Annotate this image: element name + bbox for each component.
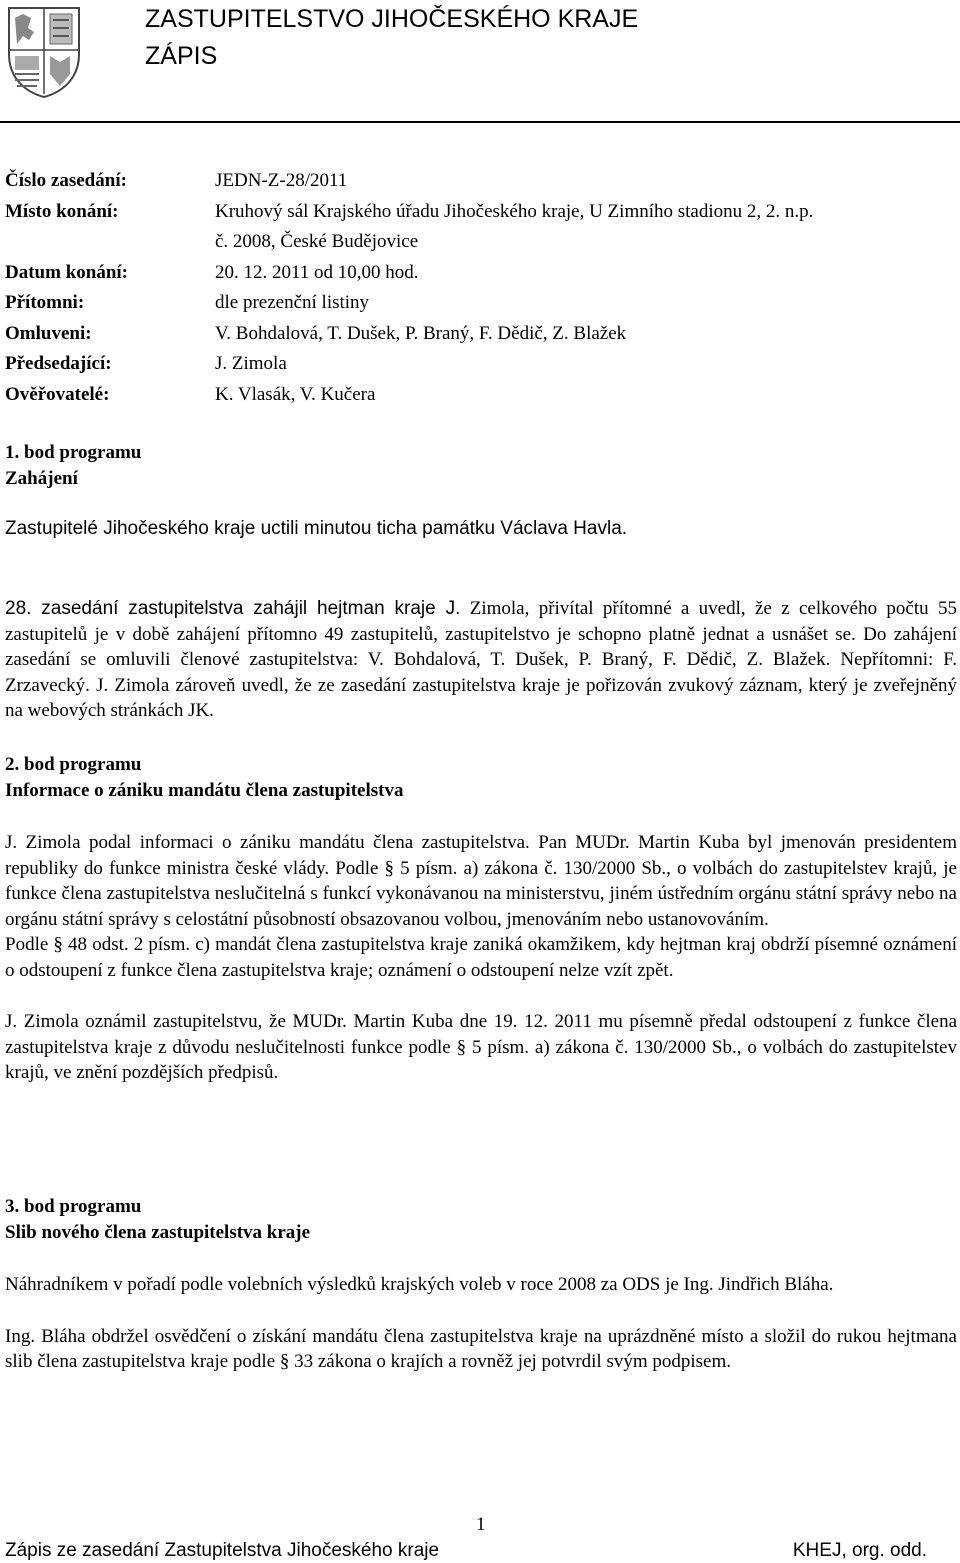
info-value: dle prezenční listiny bbox=[215, 292, 370, 313]
info-row bbox=[5, 166, 955, 197]
section-3-paragraph-1: Náhradníkem v pořadí podle volebních výsledků krajských voleb v roce 2008 za ODS je Ing. Jindřich Bláha. bbox=[5, 1274, 834, 1295]
info-label: Omluveni: bbox=[5, 322, 92, 344]
section-2-paragraph-3: J. Zimola oznámil zastupitelstvu, že MUDr. Martin Kuba dne 19. 12. 2011 mu písemně předal odstoupení z funkce člena zastupitelstva kraje z důvodu neslučitelnosti funkce podle § 5 písm. a) zákona č. 130/2000 Sb., o volbách do zastupitelstev krajů, ve znění pozdějších předpisů. bbox=[5, 1011, 957, 1083]
info-value: č. 2008, České Budějovice bbox=[215, 231, 419, 252]
paragraph-lead: 28. zasedání zastupitelstva zahájil hejtman kraje J. bbox=[5, 598, 461, 619]
section-number: 3. bod programu bbox=[5, 1196, 142, 1217]
section-2-paragraph-1: J. Zimola podal informaci o zániku mandátu člena zastupitelstva. Pan MUDr. Martin Kuba byl jmenován presidentem republiky do funkce ministra české vlády. Podle § 5 písm. a) zákona č. 130/2000 Sb., o volbách do zastupitelstev krajů, je funkce člena zastupitelstva neslučitelná s funkcí vykonávanou na ministerstvu, jiném ústředním orgánu státní správy nebo na orgánu státní správy s celostátní působností obsazovanou volbou, jmenováním nebo ustanovováním. bbox=[5, 832, 957, 930]
page-number: 1 bbox=[476, 1514, 486, 1535]
header-divider bbox=[0, 121, 960, 123]
section-number: 1. bod programu bbox=[5, 442, 142, 463]
meeting-info bbox=[5, 166, 955, 410]
info-label: Číslo zasedání: bbox=[5, 170, 127, 191]
info-label: Ověřovatelé: bbox=[5, 383, 110, 405]
document-type: ZÁPIS bbox=[145, 42, 218, 70]
section-number: 2. bod programu bbox=[5, 754, 142, 775]
page-footer bbox=[5, 1538, 955, 1563]
section-2-heading bbox=[5, 752, 957, 803]
info-label: Datum konání: bbox=[5, 261, 128, 283]
section-1-body bbox=[5, 596, 957, 724]
section-3-heading bbox=[5, 1194, 957, 1245]
info-label: Přítomni: bbox=[5, 292, 85, 313]
section-1-paragraph bbox=[5, 596, 957, 724]
info-value: Kruhový sál Krajského úřadu Jihočeského kraje, U Zimního stadionu 2, 2. n.p. bbox=[215, 200, 814, 222]
info-value: JEDN-Z-28/2011 bbox=[215, 170, 348, 191]
info-row bbox=[5, 258, 955, 289]
section-3-paragraph-2: Ing. Bláha obdržel osvědčení o získání mandátu člena zastupitelstva kraje na uprázdněné místo a složil do rukou hejtmana slib člena zastupitelstva kraje podle § 33 zákona o krajích a rovněž jej potvrdil svým podpisem. bbox=[5, 1325, 957, 1372]
paragraph-text: Zimola, přivítal přítomné a uvedl, že z celkového počtu 55 zastupitelů je v době zahájení přítomno 49 zastupitelů, zastupitelstvo je schopno platně jednat a usnášet se. Do zahájení zasedání se omluvili členové zastupitelstva: V. Bohdalová, T. Dušek, P. Braný, F. Dědič, Z. Blažek. Nepřítomni: F. Zrzavecký. J. Zimola zároveň uvedl, že ze zasedání zastupitelstva kraje je pořizován zvukový záznam, který je zveřejněný na webových stránkách JK. bbox=[5, 598, 957, 721]
section-3-body bbox=[5, 1272, 957, 1375]
info-row bbox=[5, 319, 955, 350]
footer-left-text: Zápis ze zasedání Zastupitelstva Jihočeského kraje bbox=[5, 1540, 440, 1561]
intro-text: Zastupitelé Jihočeského kraje uctili minutou ticha památku Václava Havla. bbox=[5, 518, 628, 539]
info-row bbox=[5, 349, 955, 380]
section-1-intro bbox=[5, 516, 957, 542]
info-row bbox=[5, 380, 955, 411]
council-title: ZASTUPITELSTVO JIHOČESKÉHO KRAJE bbox=[145, 5, 639, 33]
info-label: Místo konání: bbox=[5, 200, 119, 222]
coat-of-arms-icon bbox=[5, 4, 83, 100]
info-value: J. Zimola bbox=[215, 353, 287, 374]
info-label: Předsedající: bbox=[5, 353, 112, 374]
info-row bbox=[5, 227, 955, 258]
info-value: 20. 12. 2011 od 10,00 hod. bbox=[215, 261, 419, 283]
section-2-paragraph-2: Podle § 48 odst. 2 písm. c) mandát člena zastupitelstva kraje zaniká okamžikem, kdy hejtman kraj obdrží písemné oznámení o odstoupení z funkce člena zastupitelstva kraje; oznámení o odstoupení nelze vzít zpět. bbox=[5, 934, 957, 981]
info-row bbox=[5, 197, 955, 228]
section-2-body bbox=[5, 830, 957, 1086]
footer-right-text: KHEJ, org. odd. bbox=[792, 1540, 927, 1561]
section-title: Zahájení bbox=[5, 467, 78, 489]
info-value: V. Bohdalová, T. Dušek, P. Braný, F. Dědič, Z. Blažek bbox=[215, 322, 627, 344]
info-label bbox=[5, 227, 215, 258]
section-1-heading bbox=[5, 440, 957, 491]
section-title: Slib nového člena zastupitelstva kraje bbox=[5, 1221, 311, 1243]
document-header bbox=[0, 0, 960, 122]
section-title: Informace o zániku mandátu člena zastupitelstva bbox=[5, 779, 404, 801]
info-row bbox=[5, 288, 955, 319]
info-value: K. Vlasák, V. Kučera bbox=[215, 383, 376, 405]
